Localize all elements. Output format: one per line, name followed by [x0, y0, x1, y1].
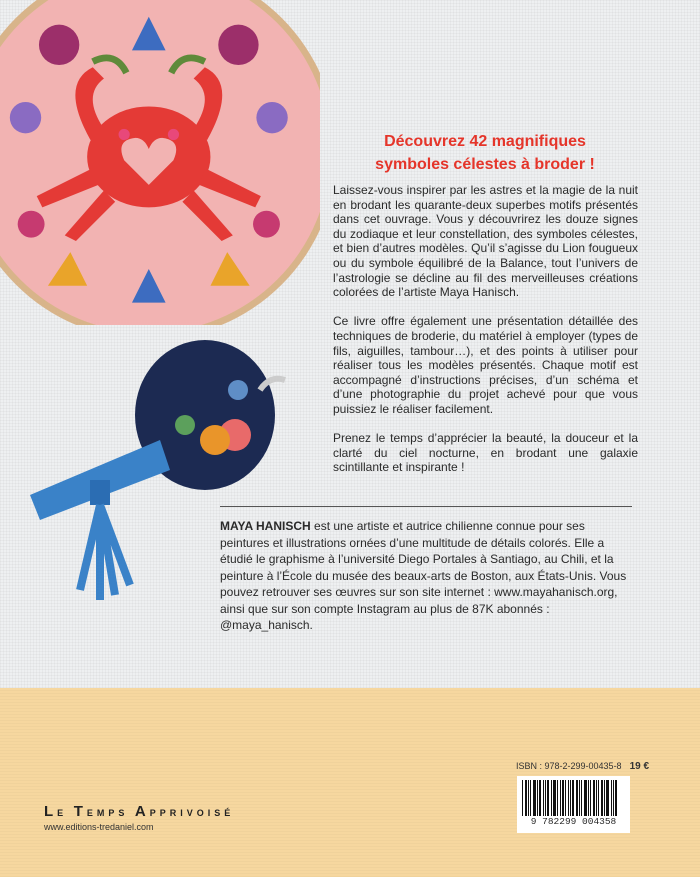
barcode-bar	[604, 780, 605, 816]
barcode-bar	[613, 780, 614, 816]
barcode-bars	[522, 780, 625, 816]
publisher-url: www.editions-tredaniel.com	[44, 822, 154, 832]
barcode-bar	[611, 780, 612, 816]
author-bio	[220, 518, 632, 634]
barcode-bar	[528, 780, 529, 816]
barcode-bar	[570, 780, 571, 816]
barcode-bar	[557, 780, 558, 816]
barcode-bar	[579, 780, 580, 816]
description-paragraph: Ce livre offre également une présentation détaillée des techniques de broderie, du matériel à employer (types de fils, aiguilles, tambour…), et des points à utiliser pour réaliser tous les modèles présentés. Chaque motif est accompagné d’instructions précises, d’un schéma et d’une photographie du projet achevé pour que vous puissiez le réaliser facilement.	[333, 314, 638, 416]
barcode-bar	[543, 780, 544, 816]
barcode-bar	[539, 780, 541, 816]
barcode-bar	[572, 780, 574, 816]
barcode-bar	[601, 780, 603, 816]
barcode-bar	[525, 780, 527, 816]
isbn: ISBN : 978-2-299-00435-8	[516, 761, 622, 771]
barcode-bar	[593, 780, 595, 816]
barcode-bar	[562, 780, 564, 816]
headline-line-2: symboles célestes à broder !	[375, 156, 595, 173]
description-paragraph: Prenez le temps d’apprécier la beauté, la douceur et la clarté du ciel nocturne, en brodant une galaxie scintillante et inspirante !	[333, 431, 638, 475]
barcode-bar	[551, 780, 552, 816]
embroidery-hoop-crab-illustration	[0, 0, 320, 325]
barcode-bar	[560, 780, 561, 816]
barcode-bar	[547, 780, 549, 816]
headline	[335, 130, 635, 176]
barcode-bar	[545, 780, 546, 816]
description-paragraph: Laissez-vous inspirer par les astres et la magie de la nuit en brodant les quarante-deux superbes motifs présentés dans cet ouvrage. Vous y découvrirez les douze signes du zodiaque et leur constellation, des symboles célestes, et bien d’autres modèles. Qu’il s’agisse du Lion fougueux ou du symbole équilibré de la Balance, tout l’univers de l’astrologie se décline au fil des merveilleuses créations colorées de l’artiste Maya Hanisch.	[333, 183, 638, 300]
divider	[220, 506, 632, 507]
barcode-bar	[530, 780, 531, 816]
barcode-bar	[533, 780, 536, 816]
headline-line-1: Découvrez 42 magnifiques	[384, 133, 586, 150]
barcode	[517, 776, 630, 833]
barcode-bar	[553, 780, 556, 816]
author-name: MAYA HANISCH	[220, 519, 311, 533]
barcode-bar	[596, 780, 597, 816]
barcode-bar	[588, 780, 589, 816]
barcode-bar	[581, 780, 582, 816]
publisher-logo: LE TEMPS APPRIVOISÉ	[44, 803, 235, 820]
author-bio-text: est une artiste et autrice chilienne connue pour ses peintures et illustrations ornées d’une multitude de détails colorés. Elle a étudié le graphisme à l’université Diego Portales à Santiago, au Chili, et la peinture à l’École du musée des beaux-arts de Boston, aux États-Unis. Vous pouvez retrouver ses œuvres sur son site internet : www.mayahanisch.org, ainsi que sur son compte Instagram au plus de 87K abonnés : @maya_hanisch.	[220, 519, 627, 632]
barcode-bar	[615, 780, 617, 816]
barcode-bar	[598, 780, 599, 816]
barcode-bar	[590, 780, 591, 816]
barcode-bar	[584, 780, 587, 816]
barcode-bar	[568, 780, 569, 816]
description	[333, 183, 638, 489]
barcode-bar	[565, 780, 566, 816]
barcode-bar	[537, 780, 538, 816]
price: 19 €	[629, 761, 650, 772]
barcode-bar	[576, 780, 578, 816]
barcode-number: 9 782299 004358	[530, 816, 617, 827]
barcode-bar	[606, 780, 609, 816]
barcode-bar	[522, 780, 523, 816]
isbn-price	[516, 761, 649, 772]
